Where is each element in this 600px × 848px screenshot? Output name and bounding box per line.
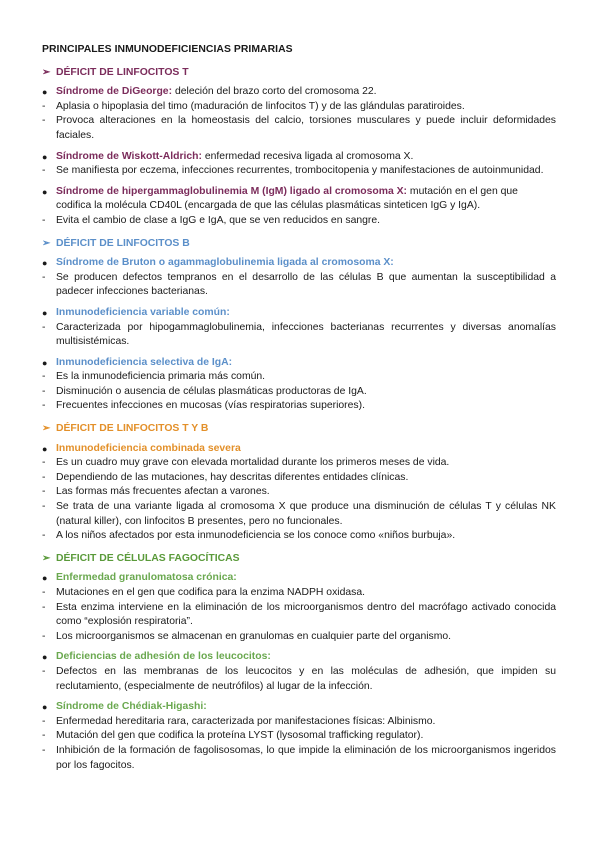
bullet-row	[42, 256, 556, 271]
dash-icon: -	[42, 115, 46, 127]
entry-name: Síndrome de Bruton o agammaglobulinemia ligada al cromosoma X:	[56, 257, 394, 269]
dash-item: - Enfermedad hereditaria rara, caracterizada por manifestaciones físicas: Albinismo.	[42, 715, 556, 730]
bullet-row	[42, 306, 556, 321]
bullet-row	[42, 185, 556, 214]
entry-name: Síndrome de Wiskott-Aldrich:	[56, 150, 202, 162]
dash-item: - Es un cuadro muy grave con elevada mortalidad durante los primeros meses de vida.	[42, 456, 556, 471]
entry-name: Inmunodeficiencia selectiva de IgA:	[56, 356, 233, 368]
entry-name: Inmunodeficiencia variable común:	[56, 306, 230, 318]
bullet-dot-icon: ●	[42, 652, 48, 663]
dash-item: - Dependiendo de las mutaciones, hay descritas diferentes entidades clínicas.	[42, 471, 556, 486]
section-heading-text: DÉFICIT DE CÉLULAS FAGOCÍTICAS	[56, 552, 240, 564]
bullet-row	[42, 150, 556, 165]
entry-variable-comun	[42, 306, 556, 350]
entry-chediak-higashi	[42, 700, 556, 773]
section-heading-linfocitos-b	[42, 237, 556, 252]
section-heading-text: DÉFICIT DE LINFOCITOS B	[56, 237, 190, 249]
dash-icon: -	[42, 457, 46, 469]
entry-name: Síndrome de Chédiak-Higashi:	[56, 701, 207, 713]
dash-icon: -	[42, 744, 46, 756]
bullet-row	[42, 650, 556, 665]
dash-item: - A los niños afectados por esta inmunodeficiencia se los conoce como «niños burbuja».	[42, 529, 556, 544]
dash-item: - Mutación del gen que codifica la proteína LYST (lysosomal trafficking regulator).	[42, 729, 556, 744]
dash-item: - Inhibición de la formación de fagolisosomas, lo que impide la eliminación de los microorganismos ingeridos por los fagocitos.	[42, 744, 556, 773]
dash-item: - Aplasia o hipoplasia del timo (maduración de linfocitos T) y de las glándulas paratiroides.	[42, 100, 556, 115]
dash-icon: -	[42, 601, 46, 613]
entry-bruton	[42, 256, 556, 300]
dash-icon: -	[42, 271, 46, 283]
dash-item: - Disminución o ausencia de células plasmáticas productoras de IgA.	[42, 385, 556, 400]
arrow-bullet-icon: ➢	[42, 66, 51, 78]
bullet-row	[42, 356, 556, 371]
dash-icon: -	[42, 730, 46, 742]
entry-combinada-severa	[42, 442, 556, 544]
bullet-dot-icon: ●	[42, 258, 48, 269]
document-title: PRINCIPALES INMUNODEFICIENCIAS PRIMARIAS	[42, 44, 293, 55]
entry-adhesion-leucocitos	[42, 650, 556, 694]
dash-icon: -	[42, 321, 46, 333]
section-heading-fagociticas	[42, 552, 556, 567]
entry-desc: mutación en el gen que codifica la molécula CD40L (encargada de que las células plasmáticas sinteticen IgG y IgA).	[56, 185, 518, 212]
bullet-dot-icon: ●	[42, 573, 48, 584]
arrow-bullet-icon: ➢	[42, 552, 51, 564]
dash-icon: -	[42, 665, 46, 677]
bullet-dot-icon: ●	[42, 702, 48, 713]
dash-icon: -	[42, 501, 46, 513]
dash-icon: -	[42, 587, 46, 598]
arrow-bullet-icon: ➢	[42, 423, 51, 435]
bullet-row	[42, 442, 556, 457]
dash-icon: -	[42, 630, 46, 642]
entry-name: Síndrome de DiGeorge:	[56, 86, 173, 98]
bullet-dot-icon: ●	[42, 357, 48, 368]
bullet-row	[42, 700, 556, 715]
section-heading-text: DÉFICIT DE LINFOCITOS T	[56, 66, 189, 78]
bullet-dot-icon: ●	[42, 186, 48, 197]
section-heading-text: DÉFICIT DE LINFOCITOS T Y B	[56, 423, 209, 435]
bullet-row	[42, 85, 556, 100]
entry-name: Inmunodeficiencia combinada severa	[56, 442, 241, 454]
dash-icon: -	[42, 165, 46, 177]
dash-item: - Defectos en las membranas de los leucocitos y en las moléculas de adhesión, que impiden su reclutamiento, (especialmente de neutrófilos) al lugar de la infección.	[42, 665, 556, 694]
entry-desc: enfermedad recesiva ligada al cromosoma X.	[201, 150, 414, 162]
dash-icon: -	[42, 530, 46, 542]
entry-desc: deleción del brazo corto del cromosoma 22.	[172, 86, 377, 98]
dash-item: - Las formas más frecuentes afectan a varones.	[42, 485, 556, 500]
dash-icon: -	[42, 715, 46, 727]
dash-item: - Se manifiesta por eczema, infecciones recurrentes, trombocitopenia y manifestaciones de autoinmunidad.	[42, 164, 556, 179]
dash-item: - Se producen defectos tempranos en el desarrollo de las células B que aumentan la susceptibilidad a padecer infecciones bacterianas.	[42, 271, 556, 300]
entry-name: Síndrome de hipergammaglobulinemia M (IgM) ligado al cromosoma X:	[56, 185, 408, 197]
dash-item: - Los microorganismos se almacenan en granulomas en cualquier parte del organismo.	[42, 630, 556, 645]
section-heading-linfocitos-t	[42, 66, 556, 81]
dash-icon: -	[42, 371, 46, 383]
dash-item: - Evita el cambio de clase a IgG e IgA, que se ven reducidos en sangre.	[42, 214, 556, 229]
bullet-dot-icon: ●	[42, 87, 48, 98]
dash-item: - Es la inmunodeficiencia primaria más común.	[42, 370, 556, 385]
dash-item: - Esta enzima interviene en la eliminación de los microorganismos dentro del macrófago activado conocida como “explosión respiratoria”.	[42, 601, 556, 630]
bullet-dot-icon: ●	[42, 151, 48, 162]
entry-selectiva-iga	[42, 356, 556, 414]
dash-icon: -	[42, 100, 46, 112]
arrow-bullet-icon: ➢	[42, 237, 51, 249]
dash-item: - Caracterizada por hipogammaglobulinemia, infecciones bacterianas recurrentes y diversas anomalías multisistémicas.	[42, 321, 556, 350]
entry-digeorge	[42, 85, 556, 143]
entry-granulomatosa	[42, 571, 556, 644]
bullet-dot-icon: ●	[42, 307, 48, 318]
dash-icon: -	[42, 486, 46, 498]
dash-item: - Se trata de una variante ligada al cromosoma X que produce una disminución de células T y células NK (natural killer), con linfocitos B presentes, pero no funcionales.	[42, 500, 556, 529]
entry-hiper-igm	[42, 185, 556, 229]
section-heading-linfocitos-t-b	[42, 422, 556, 437]
dash-item: - Mutaciones en el gen que codifica para la enzima NADPH oxidasa.	[42, 586, 556, 601]
bullet-row	[42, 571, 556, 586]
dash-icon: -	[42, 400, 46, 412]
dash-icon: -	[42, 385, 46, 397]
dash-icon: -	[42, 471, 46, 483]
bullet-dot-icon: ●	[42, 443, 48, 454]
dash-item: - Frecuentes infecciones en mucosas (vías respiratorias superiores).	[42, 399, 556, 414]
entry-name: Enfermedad granulomatosa crónica:	[56, 572, 237, 584]
entry-wiskott-aldrich	[42, 150, 556, 179]
dash-item: - Provoca alteraciones en la homeostasis del calcio, torsiones musculares y puede incluir deformidades faciales.	[42, 114, 556, 143]
entry-name: Deficiencias de adhesión de los leucocitos:	[56, 651, 271, 663]
dash-icon: -	[42, 214, 46, 226]
